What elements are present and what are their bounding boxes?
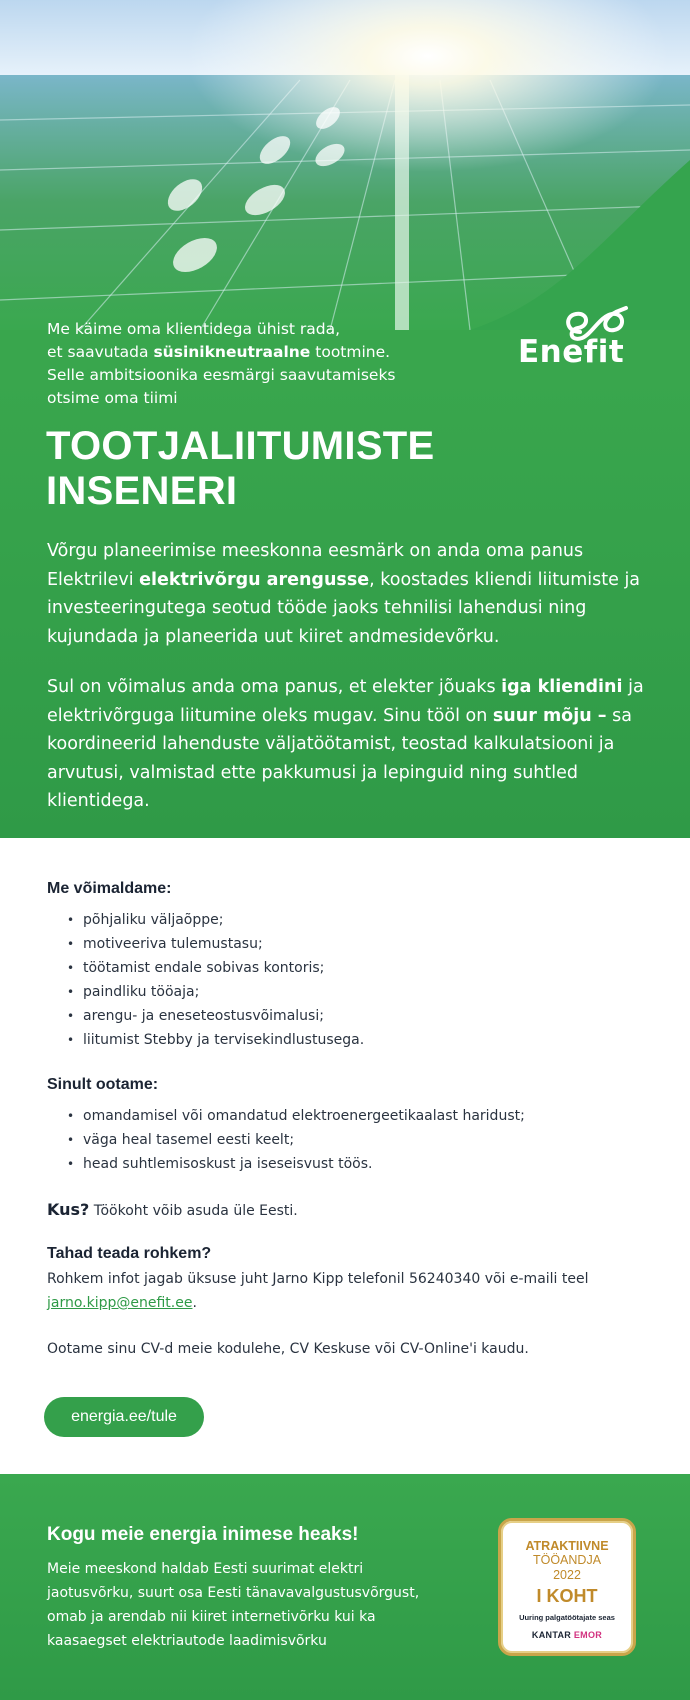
badge-line-1: ATRAKTIIVNE bbox=[525, 1539, 609, 1553]
expect-heading: Sinult ootame: bbox=[47, 1076, 159, 1093]
badge-rank: I KOHT bbox=[536, 1586, 598, 1606]
job-details bbox=[47, 880, 647, 1361]
intro-line-3: Selle ambitsioonika eesmärgi saavutamiseks bbox=[47, 366, 396, 384]
list-item: • arengu- ja eneseteostusvõimalusi; bbox=[47, 1004, 647, 1028]
hero-intro-text bbox=[47, 318, 467, 410]
intro-line-2: et saavutada süsinikneutraalne tootmine. bbox=[47, 343, 391, 361]
offer-heading: Me võimaldame: bbox=[47, 880, 172, 897]
hero-banner bbox=[0, 0, 690, 838]
footer-title: Kogu meie energia inimese heaks! bbox=[47, 1524, 359, 1545]
list-item: • paindliku tööaja; bbox=[47, 980, 647, 1004]
list-item: • töötamist endale sobivas kontoris; bbox=[47, 956, 647, 980]
list-item: • väga heal tasemel eesti keelt; bbox=[47, 1128, 647, 1152]
description-paragraph-2: Sul on võimalus anda oma panus, et elekter jõuaks iga kliendini ja elektrivõrguga liitumine oleks mugav. Sinu tööl on suur mõju – sa koordineerid lahenduste väljatöötamist, teostad kalkulatsiooni ja arvutusi, valmistad ette pakkumusi ja lepinguid ning suhtled klientidega. bbox=[47, 677, 644, 811]
contact-text: Rohkem infot jagab üksuse juht Jarno Kipp telefonil 56240340 või e-maili teel jarno.kipp@enefit.ee. bbox=[47, 1271, 589, 1311]
employer-award-badge bbox=[498, 1518, 636, 1656]
badge-line-2: TÖÖANDJA bbox=[532, 1553, 602, 1567]
enefit-logo-text: Enefit bbox=[518, 334, 625, 370]
job-title bbox=[46, 424, 606, 514]
description-paragraph-1: Võrgu planeerimise meeskonna eesmärk on anda oma panus Elektrilevi elektrivõrgu arengusse, koostades kliendi liitumiste ja investeeringutega seotud tööde jaoks tehnilisi lahendusi ning kujundada ja planeerida uut kiiret andmesidevõrku. bbox=[47, 541, 641, 647]
more-info-heading: Tahad teada rohkem? bbox=[47, 1245, 212, 1262]
badge-subtitle: Uuring palgatöötajate seas bbox=[519, 1613, 615, 1622]
list-item: • omandamisel või omandatud elektroenergeetikaalast haridust; bbox=[47, 1104, 647, 1128]
badge-year: 2022 bbox=[553, 1568, 581, 1582]
solar-panels-photo bbox=[0, 0, 690, 330]
apply-link-button[interactable]: energia.ee/tule bbox=[44, 1397, 204, 1437]
list-item: • liitumist Stebby ja tervisekindlustusega. bbox=[47, 1028, 647, 1052]
intro-line-1: Me käime oma klientidega ühist rada, bbox=[47, 320, 341, 338]
list-item: • head suhtlemisoskust ja iseseisvust töös. bbox=[47, 1152, 647, 1176]
list-item: • motiveeriva tulemustasu; bbox=[47, 932, 647, 956]
intro-line-4: otsime oma tiimi bbox=[47, 389, 178, 407]
list-item: • põhjaliku väljaõppe; bbox=[47, 908, 647, 932]
footer-banner bbox=[0, 1474, 690, 1700]
footer-text: Meie meeskond haldab Eesti suurimat elektri jaotusvõrku, suurt osa Eesti tänavavalgustusvõrgust, omab ja arendab nii kiiret internetivõrku kui ka kaasaegset elektriautode laadimisvõrku bbox=[47, 1561, 420, 1649]
intro-emphasis: süsinikneutraalne bbox=[153, 343, 311, 361]
badge-brand: KANTAR EMOR bbox=[531, 1630, 603, 1640]
job-title-line-2: INSENERI bbox=[46, 469, 238, 513]
p2-emphasis-2: suur mõju – bbox=[492, 705, 607, 726]
p2-emphasis-1: iga kliendini bbox=[501, 677, 623, 697]
expect-list bbox=[47, 1104, 647, 1176]
apply-text: Ootame sinu CV-d meie kodulehe, CV Keskuse või CV-Online'i kaudu. bbox=[47, 1341, 529, 1357]
location-text: Kus? Töökoht võib asuda üle Eesti. bbox=[47, 1200, 298, 1219]
offer-list bbox=[47, 908, 647, 1052]
contact-email-link[interactable]: jarno.kipp@enefit.ee bbox=[47, 1295, 193, 1311]
p1-emphasis: elektrivõrgu arengusse bbox=[139, 569, 370, 590]
location-label: Kus? bbox=[47, 1200, 90, 1219]
job-title-line-1: TOOTJALIITUMISTE bbox=[46, 424, 435, 468]
